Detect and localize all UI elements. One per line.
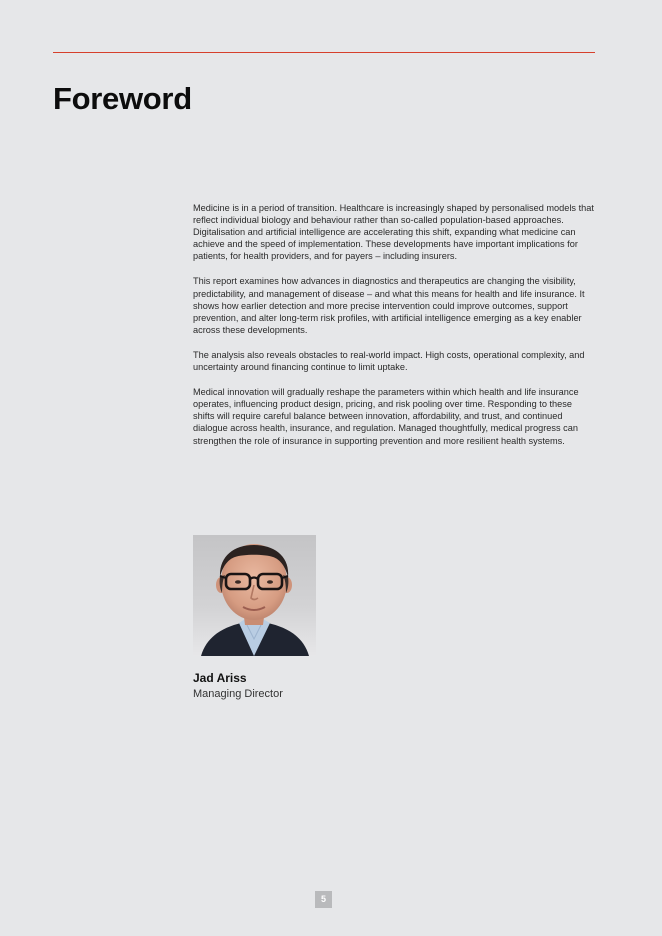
page-title: Foreword	[53, 81, 192, 116]
foreword-body	[193, 202, 595, 460]
paragraph: This report examines how advances in diagnostics and therapeutics are changing the visibility, predictability, and management of disease – and what this means for health and life insurance. It shows how earlier detection and more precise intervention could improve outcomes, support prevention, and alter long-term risk profiles, with artificial intelligence emerging as a key enabler across these developments.	[193, 276, 585, 335]
author-portrait	[193, 535, 316, 656]
signatory-role: Managing Director	[193, 688, 283, 700]
header-divider	[53, 52, 595, 53]
paragraph: Medicine is in a period of transition. Healthcare is increasingly shaped by personalised models that reflect individual biology and behaviour rather than so-called population-based approaches. Digitalisation and artificial intelligence are accelerating this shift, expanding what medicine can achieve and the speed of implementation. These developments have important implications for patients, for health providers, and for payers – including insurers.	[193, 203, 594, 262]
signatory-name: Jad Ariss	[193, 671, 247, 685]
page-number: 5	[315, 891, 332, 908]
paragraph: The analysis also reveals obstacles to real-world impact. High costs, operational complexity, and uncertainty around financing continue to limit uptake.	[193, 349, 585, 373]
paragraph: Medical innovation will gradually reshape the parameters within which health and life insurance operates, influencing product design, pricing, and risk pooling over time. Responding to these shifts will require careful balance between innovation, affordability, and trust, and continued dialogue across health, insurance, and regulation. Managed thoughtfully, medical progress can strengthen the role of insurance in supporting prevention and more resilient health systems.	[193, 387, 579, 446]
